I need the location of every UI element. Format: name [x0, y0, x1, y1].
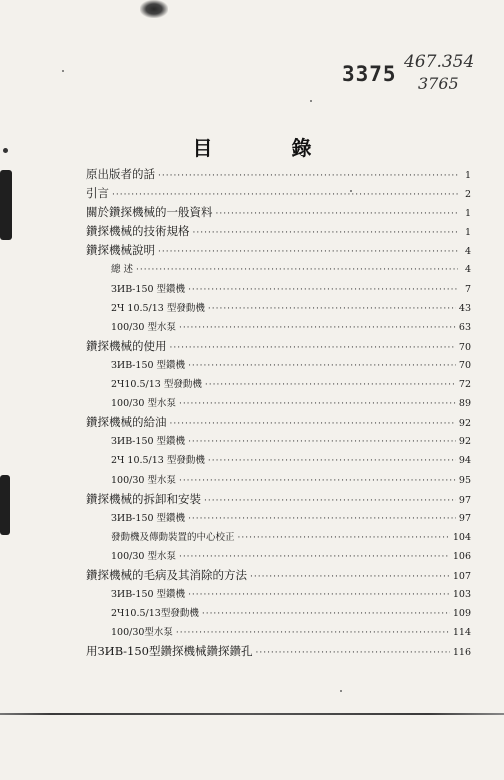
toc-page-number: 4 — [464, 264, 471, 276]
toc-entry[interactable] — [86, 204, 471, 223]
toc-entry[interactable] — [86, 414, 471, 433]
toc-page-number: 95 — [458, 474, 471, 486]
toc-entry-label: 2Ч 10.5/13 型發動機 — [111, 455, 205, 467]
toc-leader-dots — [179, 552, 450, 562]
toc-page-number: 7 — [464, 283, 471, 295]
toc-subentry[interactable] — [86, 452, 471, 471]
toc-page-number: 94 — [458, 455, 471, 467]
toc-subentry[interactable] — [86, 357, 471, 376]
toc-leader-dots — [136, 265, 458, 275]
toc-page-number: 1 — [464, 227, 471, 239]
toc-leader-dots — [170, 343, 456, 353]
toc-entry[interactable] — [86, 223, 471, 242]
toc-leader-dots — [158, 247, 458, 257]
toc-leader-dots — [255, 648, 449, 658]
toc-page-number: 70 — [458, 341, 471, 353]
toc-page-number: 92 — [458, 436, 471, 448]
toc-leader-dots — [202, 609, 450, 619]
toc-entry-label: ЗИВ-150 型鑽機 — [111, 512, 186, 524]
toc-leader-dots — [208, 456, 456, 466]
toc-page-number: 97 — [458, 494, 471, 506]
toc-entry[interactable] — [86, 567, 471, 586]
toc-entry-label: 100/30 型水泵 — [111, 550, 176, 562]
call-number-handwritten-line1: 467.354 — [404, 52, 475, 72]
toc-leader-dots — [176, 628, 450, 638]
toc-page-number: 89 — [458, 398, 471, 410]
toc-entry-label: ЗИВ-150 型鑽機 — [111, 359, 186, 371]
toc-page-number: 43 — [458, 302, 471, 314]
toc-leader-dots — [238, 533, 450, 543]
toc-subentry[interactable] — [86, 624, 471, 643]
toc-leader-dots — [170, 419, 456, 429]
toc-page-number: 1 — [464, 170, 471, 181]
toc-entry-label: 鑽探機械的使用 — [86, 338, 167, 353]
toc-subentry[interactable] — [86, 433, 471, 452]
toc-entry-label: 2Ч 10.5/13 型發動機 — [111, 302, 205, 314]
call-number-stamp: 3375 — [342, 62, 397, 86]
toc-entry-label: 2Ч10.5/13 型發動機 — [111, 379, 202, 391]
toc-entry-label: 鑽探機械的毛病及其消除的方法 — [86, 567, 247, 582]
toc-entry-label: 鑽探機械的技術規格 — [86, 224, 190, 239]
toc-leader-dots — [188, 514, 456, 524]
page-bottom-rule — [0, 713, 504, 715]
toc-entry-label: ЗИВ-150 型鑽機 — [111, 589, 186, 601]
toc-entry[interactable] — [86, 491, 471, 510]
toc-leader-dots — [179, 323, 456, 333]
toc-entry[interactable] — [86, 242, 471, 261]
scan-speck — [62, 70, 64, 72]
toc-subentry[interactable] — [86, 529, 471, 548]
toc-entry-label: 關於鑽探機械的一般資料 — [86, 205, 213, 220]
toc-subentry[interactable] — [86, 510, 471, 529]
page-title: 目 錄 — [192, 136, 348, 160]
binding-mark — [0, 170, 12, 240]
call-number-handwritten-line2: 3765 — [418, 74, 459, 93]
scan-speck — [340, 690, 342, 692]
toc-subentry[interactable] — [86, 548, 471, 567]
toc-entry-label: 鑽探機械的給油 — [86, 415, 167, 430]
toc-page-number: 97 — [458, 512, 471, 524]
toc-subentry[interactable] — [86, 586, 471, 605]
toc-entry-label: 2Ч10.5/13型發動機 — [111, 608, 199, 620]
toc-entry-label: ЗИВ-150 型鑽機 — [111, 283, 186, 295]
toc-page-number: 107 — [452, 570, 471, 582]
toc-leader-dots — [188, 285, 458, 295]
toc-leader-dots — [216, 209, 459, 219]
toc-entry-label: 鑽探機械說明 — [86, 243, 155, 258]
toc-page-number: 103 — [452, 589, 471, 601]
toc-leader-dots — [204, 496, 456, 506]
toc-entry-label: 用ЗИВ-150型鑽探機械鑽探鑽孔 — [86, 644, 253, 659]
library-call-number — [342, 52, 492, 102]
toc-leader-dots — [193, 228, 459, 238]
toc-subentry[interactable] — [86, 472, 471, 491]
toc-page-number: 1 — [464, 208, 471, 220]
toc-leader-dots — [158, 171, 458, 181]
table-of-contents — [86, 166, 471, 662]
toc-page-number: 116 — [452, 647, 471, 659]
toc-entry-label: 100/30 型水泵 — [111, 321, 176, 333]
toc-entry-label: 鑽探機械的拆卸和安裝 — [86, 491, 201, 506]
binding-mark — [0, 475, 10, 535]
toc-subentry[interactable] — [86, 605, 471, 624]
toc-subentry[interactable] — [86, 319, 471, 338]
toc-entry-label: 發動機及傳動裝置的中心校正 — [111, 531, 235, 543]
toc-page-number: 92 — [458, 418, 471, 430]
toc-entry-label: 100/30 型水泵 — [111, 398, 176, 410]
toc-page-number: 2 — [464, 189, 471, 201]
toc-page-number: 114 — [452, 627, 471, 639]
toc-leader-dots — [208, 304, 456, 314]
toc-page-number: 109 — [452, 608, 471, 620]
toc-subentry[interactable] — [86, 300, 471, 319]
toc-leader-dots — [179, 476, 456, 486]
toc-subentry[interactable] — [86, 281, 471, 300]
toc-page-number: 104 — [452, 531, 471, 543]
toc-entry[interactable] — [86, 643, 471, 662]
toc-page-number: 70 — [458, 359, 471, 371]
toc-leader-dots — [188, 361, 456, 371]
toc-leader-dots — [179, 399, 456, 409]
toc-page-number: 4 — [464, 246, 471, 258]
toc-leader-dots — [112, 190, 458, 200]
toc-page-number: 106 — [452, 550, 471, 562]
toc-entry-label: 原出版者的話 — [86, 167, 155, 181]
toc-entry-label: 100/30 型水泵 — [111, 474, 176, 486]
toc-entry-label: 100/30型水泵 — [111, 627, 173, 639]
ink-smudge — [140, 0, 168, 18]
toc-subentry[interactable] — [86, 261, 471, 280]
toc-leader-dots — [188, 590, 450, 600]
toc-subentry[interactable] — [86, 376, 471, 395]
toc-entry-label: 引言 — [86, 186, 109, 201]
toc-leader-dots — [250, 572, 450, 582]
toc-entry[interactable] — [86, 338, 471, 357]
toc-entry[interactable] — [86, 185, 471, 204]
toc-page-number: 72 — [458, 379, 471, 391]
toc-entry-label: ЗИВ-150 型鑽機 — [111, 436, 186, 448]
toc-leader-dots — [188, 437, 456, 447]
toc-entry[interactable] — [86, 166, 471, 185]
toc-entry-label: 總 述 — [111, 264, 134, 276]
toc-page-number: 63 — [458, 321, 471, 333]
toc-subentry[interactable] — [86, 395, 471, 414]
toc-leader-dots — [205, 380, 456, 390]
scan-speck — [310, 100, 312, 102]
